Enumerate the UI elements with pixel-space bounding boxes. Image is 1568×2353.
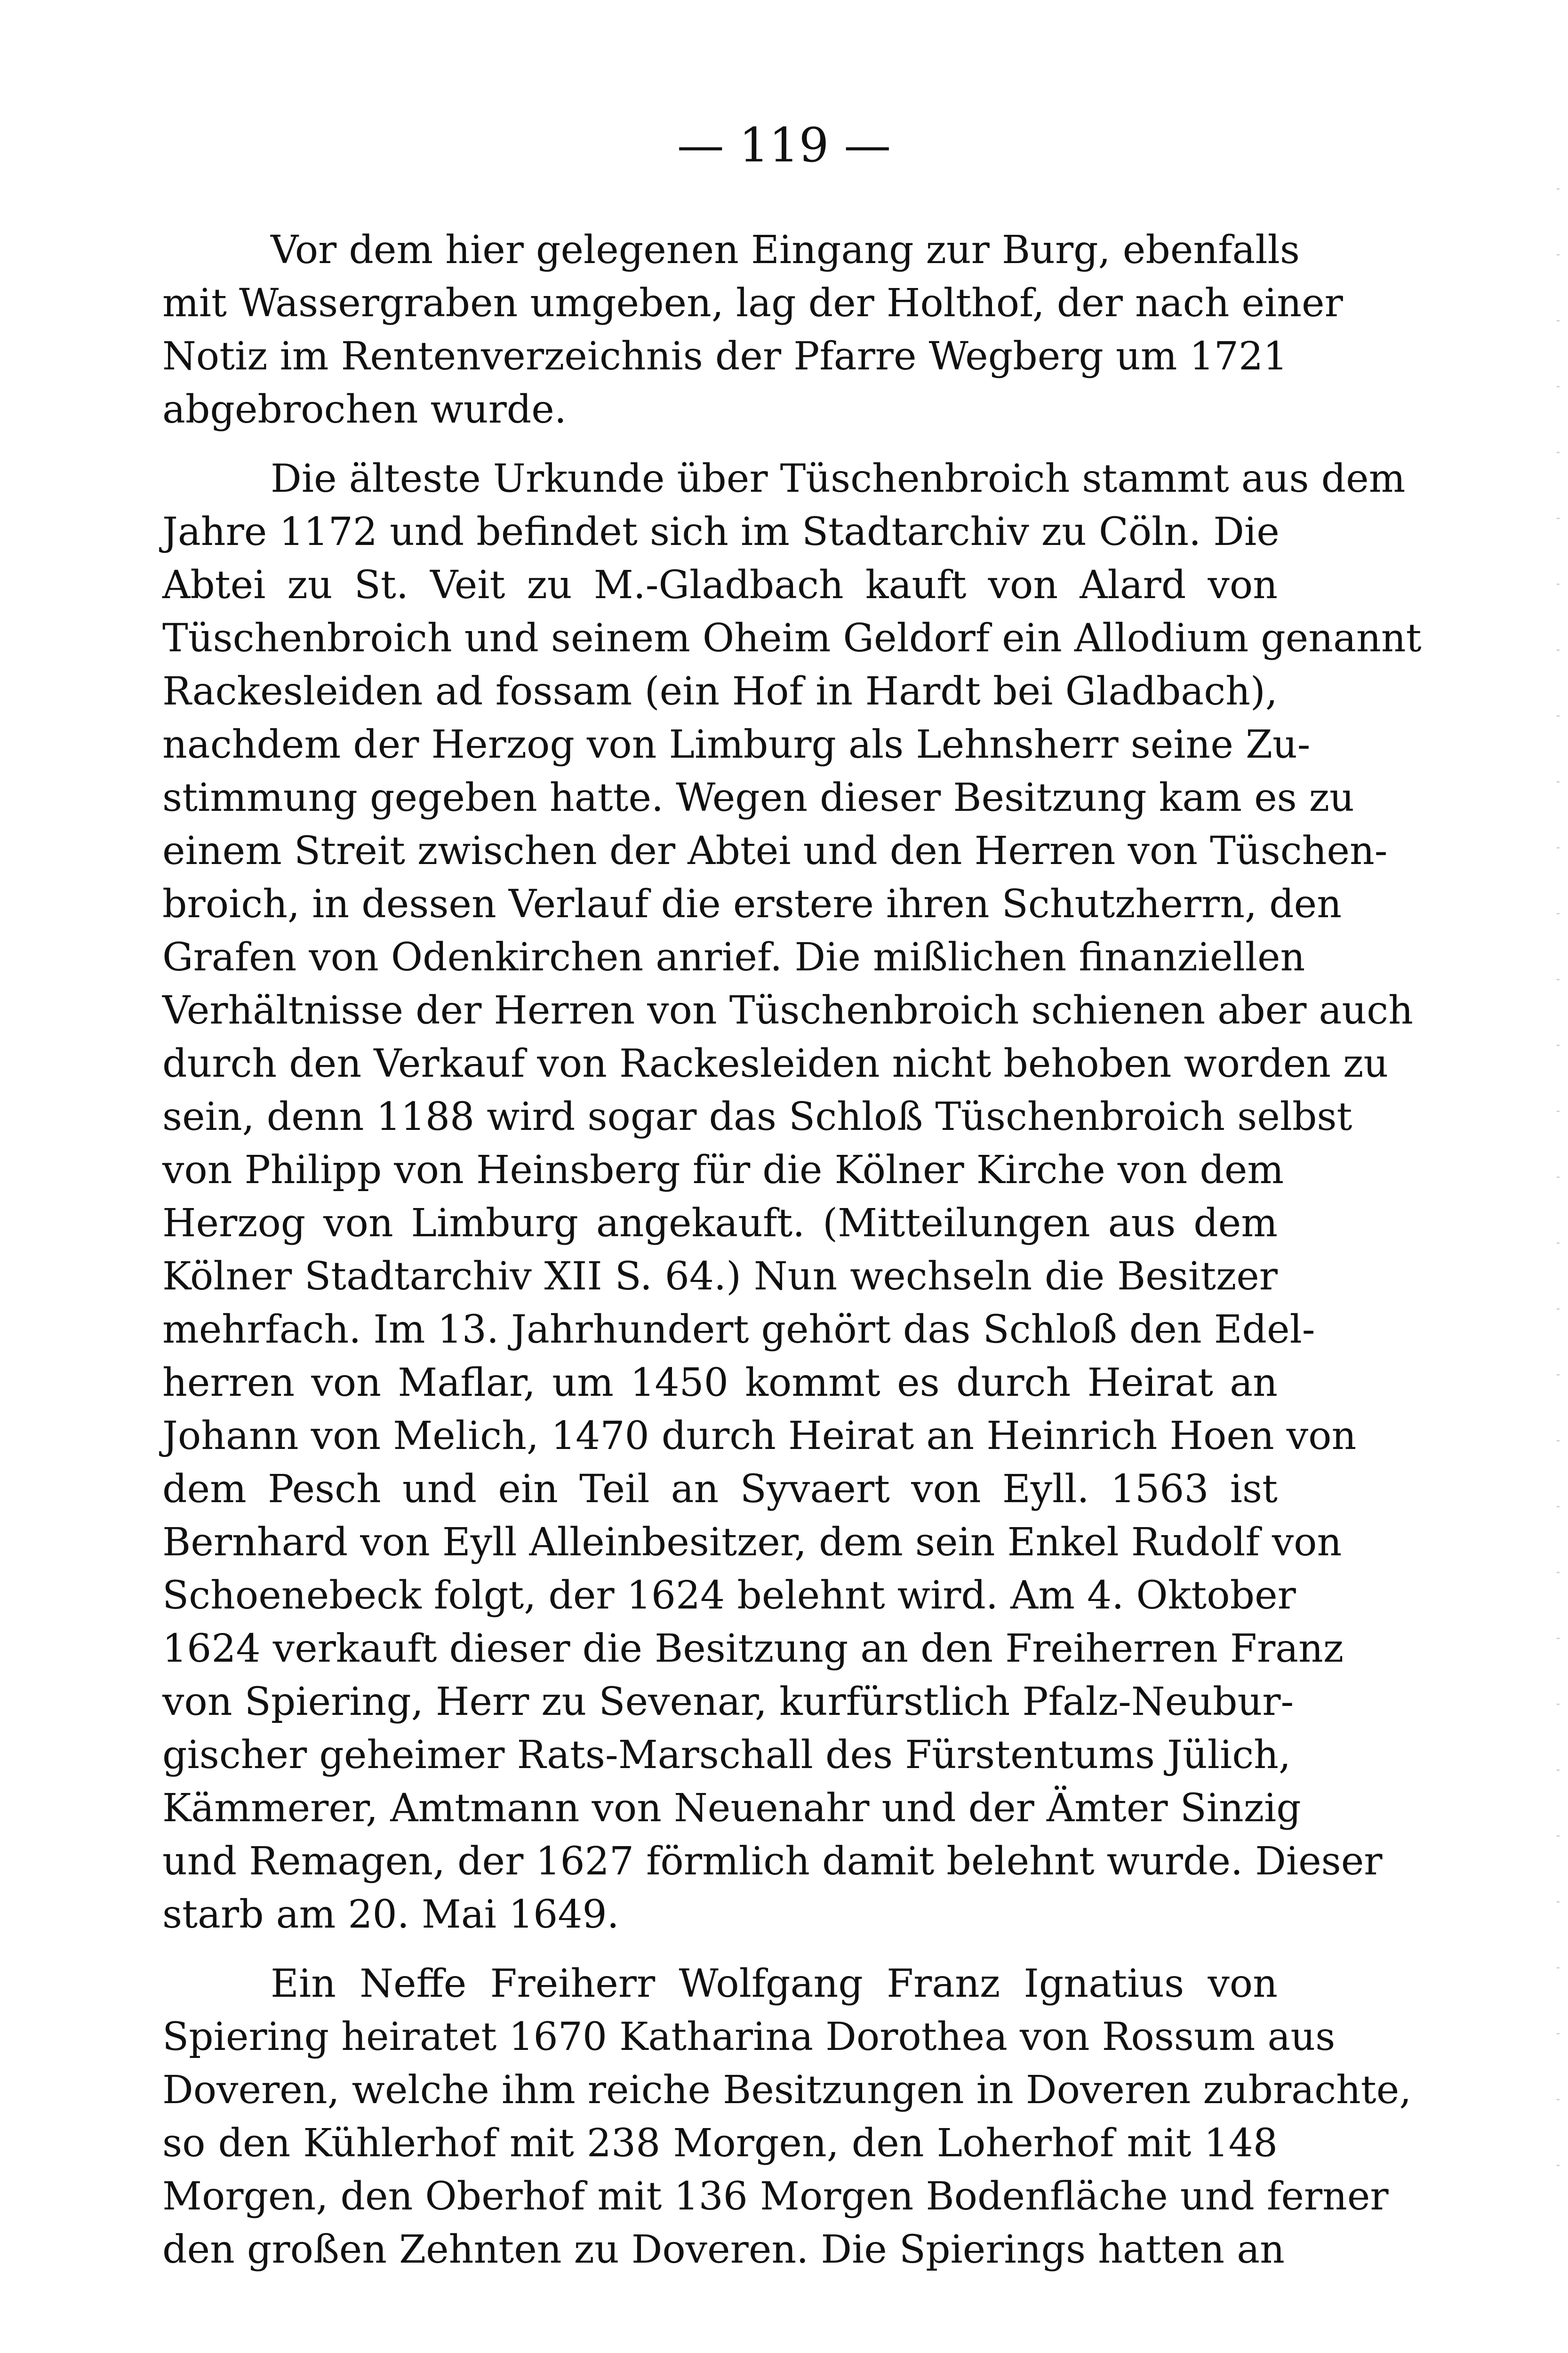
text-line: durch den Verkauf von Rackesleiden nicht behoben worden zu — [162, 1041, 1389, 1086]
text-line: so den Kühlerhof mit 238 Morgen, den Loherhof mit 148 — [162, 2121, 1278, 2166]
text-line: dem Pesch und ein Teil an Syvaert von Eyll. 1563 ist — [162, 1467, 1278, 1512]
text-line: 1624 verkauft dieser die Besitzung an den Freiherren Franz — [162, 1626, 1344, 1671]
text-line: Die älteste Urkunde über Tüschenbroich stammt aus dem — [271, 456, 1406, 501]
text-line: von Philipp von Heinsberg für die Kölner Kirche von dem — [162, 1148, 1284, 1193]
text-line: Doveren, welche ihm reiche Besitzungen in Doveren zubrachte, — [162, 2068, 1412, 2113]
text-line: Rackesleiden ad fossam (ein Hof in Hardt bei Gladbach), — [162, 669, 1278, 714]
text-line: Jahre 1172 und befindet sich im Stadtarchiv zu Cöln. Die — [162, 510, 1280, 554]
text-line: und Remagen, der 1627 förmlich damit belehnt wurde. Dieser — [162, 1839, 1383, 1884]
text-line: broich, in dessen Verlauf die erstere ihren Schutzherrn, den — [162, 882, 1342, 927]
text-line: einem Streit zwischen der Abtei und den Herren von Tüschen- — [162, 829, 1388, 873]
text-line: starb am 20. Mai 1649. — [162, 1892, 619, 1937]
paragraph-gap — [162, 1941, 1278, 1957]
text-line: gischer geheimer Rats-Marschall des Fürstentums Jülich, — [162, 1733, 1291, 1777]
text-line: mit Wassergraben umgeben, lag der Holthof, der nach einer — [162, 281, 1343, 326]
text-line: Morgen, den Oberhof mit 136 Morgen Bodenfläche und ferner — [162, 2174, 1389, 2219]
text-line: Vor dem hier gelegenen Eingang zur Burg, ebenfalls — [271, 228, 1300, 272]
text-line: Johann von Melich, 1470 durch Heirat an Heinrich Hoen von — [162, 1414, 1357, 1458]
text-line: Bernhard von Eyll Alleinbesitzer, dem sein Enkel Rudolf von — [162, 1520, 1342, 1565]
text-line: stimmung gegeben hatte. Wegen dieser Besitzung kam es zu — [162, 776, 1354, 820]
text-line: von Spiering, Herr zu Sevenar, kurfürstlich Pfalz-Neubur- — [162, 1680, 1294, 1724]
text-line: Verhältnisse der Herren von Tüschenbroich schienen aber auch — [162, 988, 1413, 1033]
text-line: sein, denn 1188 wird sogar das Schloß Tüschenbroich selbst — [162, 1095, 1352, 1139]
text-line: Notiz im Rentenverzeichnis der Pfarre Wegberg um 1721 — [162, 334, 1288, 379]
text-line: Kämmerer, Amtmann von Neuenahr und der Ämter Sinzig — [162, 1786, 1301, 1831]
text-line: Kölner Stadtarchiv XII S. 64.) Nun wechseln die Besitzer — [162, 1254, 1278, 1299]
scan-edge-specks — [1557, 188, 1560, 2212]
text-line: Abtei zu St. Veit zu M.-Gladbach kauft von Alard von — [162, 563, 1278, 608]
text-line: abgebrochen wurde. — [162, 387, 567, 432]
text-line: herren von Maflar, um 1450 kommt es durch Heirat an — [162, 1361, 1278, 1405]
text-line: den großen Zehnten zu Doveren. Die Spierings hatten an — [162, 2227, 1285, 2272]
text-line: Grafen von Odenkirchen anrief. Die mißlichen finanziellen — [162, 935, 1305, 980]
text-line: Schoenebeck folgt, der 1624 belehnt wird. Am 4. Oktober — [162, 1573, 1296, 1618]
text-line: Spiering heiratet 1670 Katharina Dorothea von Rossum aus — [162, 2015, 1336, 2059]
paragraph-gap — [162, 436, 1278, 452]
text-line: Herzog von Limburg angekauft. (Mitteilungen aus dem — [162, 1201, 1278, 1246]
text-line: Ein Neffe Freiherr Wolfgang Franz Ignatius von — [271, 1961, 1278, 2006]
text-line: nachdem der Herzog von Limburg als Lehnsherr seine Zu- — [162, 722, 1311, 767]
body-text — [162, 224, 1422, 2276]
page-number: — 119 — — [677, 118, 891, 173]
text-line: mehrfach. Im 13. Jahrhundert gehört das Schloß den Edel- — [162, 1307, 1315, 1352]
text-line: Tüschenbroich und seinem Oheim Geldorf ein Allodium genannt — [162, 616, 1422, 661]
